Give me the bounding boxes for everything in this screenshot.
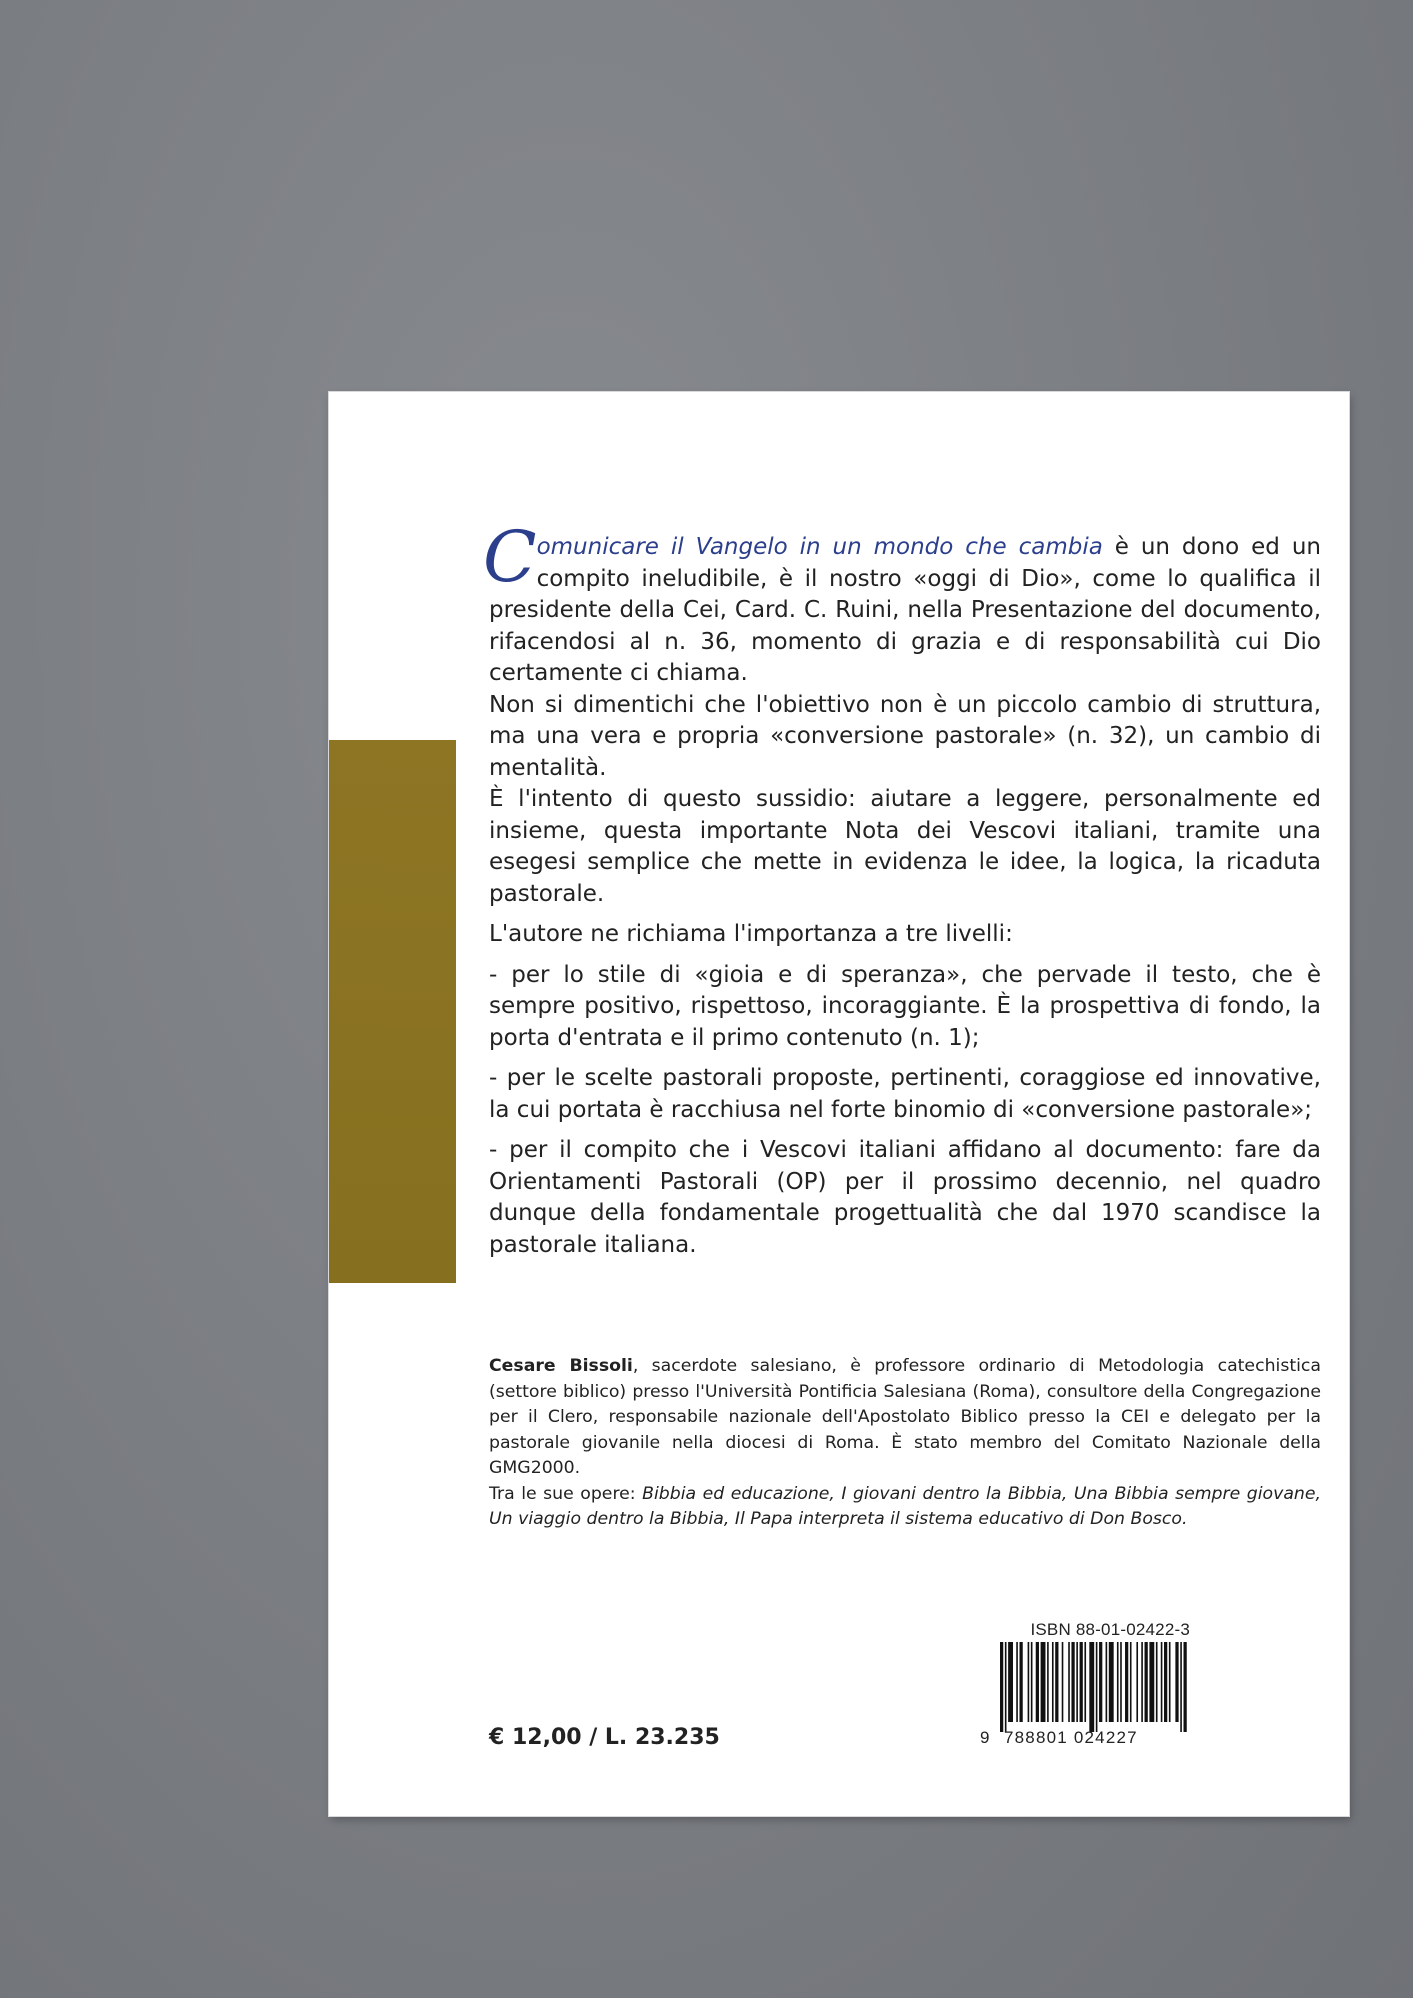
blurb-paragraph-7: - per il compito che i Vescovi italiani affidano al documento: fare da Orientamenti Pastorali (OP) per il prossimo decennio, nel quadro dunque della fondamentale progettualità che dal 1970 scandisce la pastorale italiana. bbox=[489, 1137, 1321, 1258]
barcode-bar bbox=[1052, 1642, 1054, 1722]
barcode-bar bbox=[1180, 1642, 1182, 1732]
cover-blurb bbox=[483, 516, 1321, 1261]
blurb-paragraph-2: Non si dimentichi che l'obiettivo non è un piccolo cambio di struttura, ma una vera e propria «conversione pastorale» (n. 32), un cambio di mentalità. bbox=[489, 691, 1321, 781]
barcode-bar bbox=[1161, 1642, 1163, 1722]
barcode-bar bbox=[1136, 1642, 1138, 1722]
barcode-bar bbox=[1125, 1642, 1128, 1722]
barcode-bar bbox=[1031, 1642, 1033, 1722]
blurb-paragraph-1-text: è un dono ed un compito ineludibile, è il nostro «oggi di Dio», come lo qualifica il presidente della Cei, Card. C. Ruini, nella Presentazione del documento, rifacendosi al n. 36, momento di grazia e di responsabilità cui Dio certamente ci chiama. bbox=[489, 534, 1321, 686]
blurb-paragraph-6: - per le scelte pastorali proposte, pertinenti, coraggiose ed innovative, la cui portata è racchiusa nel forte binomio di «conversione pastorale»; bbox=[489, 1065, 1321, 1123]
blurb-paragraph-4: L'autore ne richiama l'importanza a tre livelli: bbox=[489, 921, 1013, 947]
barcode-bar bbox=[1156, 1642, 1158, 1722]
barcode-bar bbox=[1120, 1642, 1122, 1722]
barcode-bar bbox=[1005, 1642, 1007, 1732]
barcode-bar bbox=[1000, 1642, 1003, 1732]
barcode-bar bbox=[1175, 1642, 1178, 1722]
barcode-bar bbox=[1016, 1642, 1018, 1722]
blurb-paragraph-3: È l'intento di questo sussidio: aiutare a leggere, personalmente ed insieme, questa importante Nota dei Vescovi italiani, tramite una esegesi semplice che mette in evidenza le idee, la logica, la ricaduta pastorale. bbox=[489, 786, 1321, 907]
barcode-bar bbox=[1028, 1642, 1030, 1722]
barcode-bar bbox=[1036, 1642, 1039, 1722]
price-label: € 12,00 / L. 23.235 bbox=[489, 1725, 720, 1750]
barcode-bar bbox=[1047, 1642, 1049, 1722]
gold-color-band bbox=[329, 740, 456, 1283]
author-bio bbox=[489, 1354, 1321, 1533]
barcode-bar bbox=[1096, 1642, 1098, 1732]
barcode-bar bbox=[1106, 1642, 1108, 1722]
barcode-bar bbox=[1130, 1642, 1132, 1722]
blurb-lead-title: omunicare il Vangelo in un mondo che cambia bbox=[536, 534, 1103, 560]
barcode-bar bbox=[1099, 1642, 1102, 1722]
barcode-bar bbox=[1071, 1642, 1074, 1722]
barcode-bar bbox=[1062, 1642, 1064, 1722]
barcode-bar bbox=[1149, 1642, 1154, 1722]
barcode-bar bbox=[1076, 1642, 1078, 1722]
barcode-bar bbox=[1141, 1642, 1143, 1722]
barcode-bar bbox=[1109, 1642, 1114, 1722]
drop-cap: C bbox=[483, 516, 537, 598]
barcode-bar bbox=[1089, 1642, 1094, 1732]
author-works-intro: Tra le sue opere: bbox=[489, 1483, 643, 1504]
isbn-digit-lead: 9 bbox=[980, 1728, 990, 1747]
barcode-bar bbox=[1164, 1642, 1167, 1722]
author-bio-paragraph bbox=[489, 1354, 1321, 1533]
blurb-paragraph-1 bbox=[483, 516, 1321, 690]
barcode-bar bbox=[1041, 1642, 1046, 1722]
barcode-bar bbox=[1169, 1642, 1171, 1722]
barcode-bar bbox=[1145, 1642, 1148, 1722]
barcode bbox=[1000, 1642, 1190, 1732]
author-bio-text: , sacerdote salesiano, è professore ordinario di Metodologia catechistica (settore biblico) presso l'Università Pontificia Salesiana (Roma), consultore della Congregazione per il Clero, responsabile nazionale dell'Apostolato Biblico presso la CEI e delegato per la pastorale giovanile nella diocesi di Roma. È stato membro del Comitato Nazionale della GMG2000. bbox=[489, 1356, 1321, 1478]
barcode-bar bbox=[1184, 1642, 1187, 1732]
author-works-list: Bibbia ed educazione, I giovani dentro la Bibbia, Una Bibbia sempre giovane, Un viaggio dentro la Bibbia, Il Papa interpreta il sistema educativo di Don Bosco. bbox=[489, 1483, 1322, 1529]
barcode-bar bbox=[1019, 1642, 1022, 1722]
barcode-bar bbox=[1055, 1642, 1058, 1722]
barcode-bar bbox=[1008, 1642, 1013, 1722]
author-name: Cesare Bissoli bbox=[489, 1356, 633, 1376]
barcode-bar bbox=[1080, 1642, 1083, 1722]
barcode-bar bbox=[1068, 1642, 1070, 1722]
isbn-digit-rest: 788801 024227 bbox=[1004, 1728, 1138, 1747]
book-back-cover bbox=[329, 392, 1349, 1816]
blurb-paragraph-5: - per lo stile di «gioia e di speranza», che pervade il testo, che è sempre positivo, rispettoso, incoraggiante. È la prospettiva di fondo, la porta d'entrata e il primo contenuto (n. 1); bbox=[489, 961, 1321, 1051]
barcode-bar bbox=[1117, 1642, 1119, 1722]
isbn-label: ISBN 88-01-02422-3 bbox=[1030, 1620, 1190, 1639]
barcode-bar bbox=[1084, 1642, 1086, 1722]
isbn-digits bbox=[980, 1728, 1190, 1752]
isbn-block bbox=[980, 1620, 1190, 1752]
